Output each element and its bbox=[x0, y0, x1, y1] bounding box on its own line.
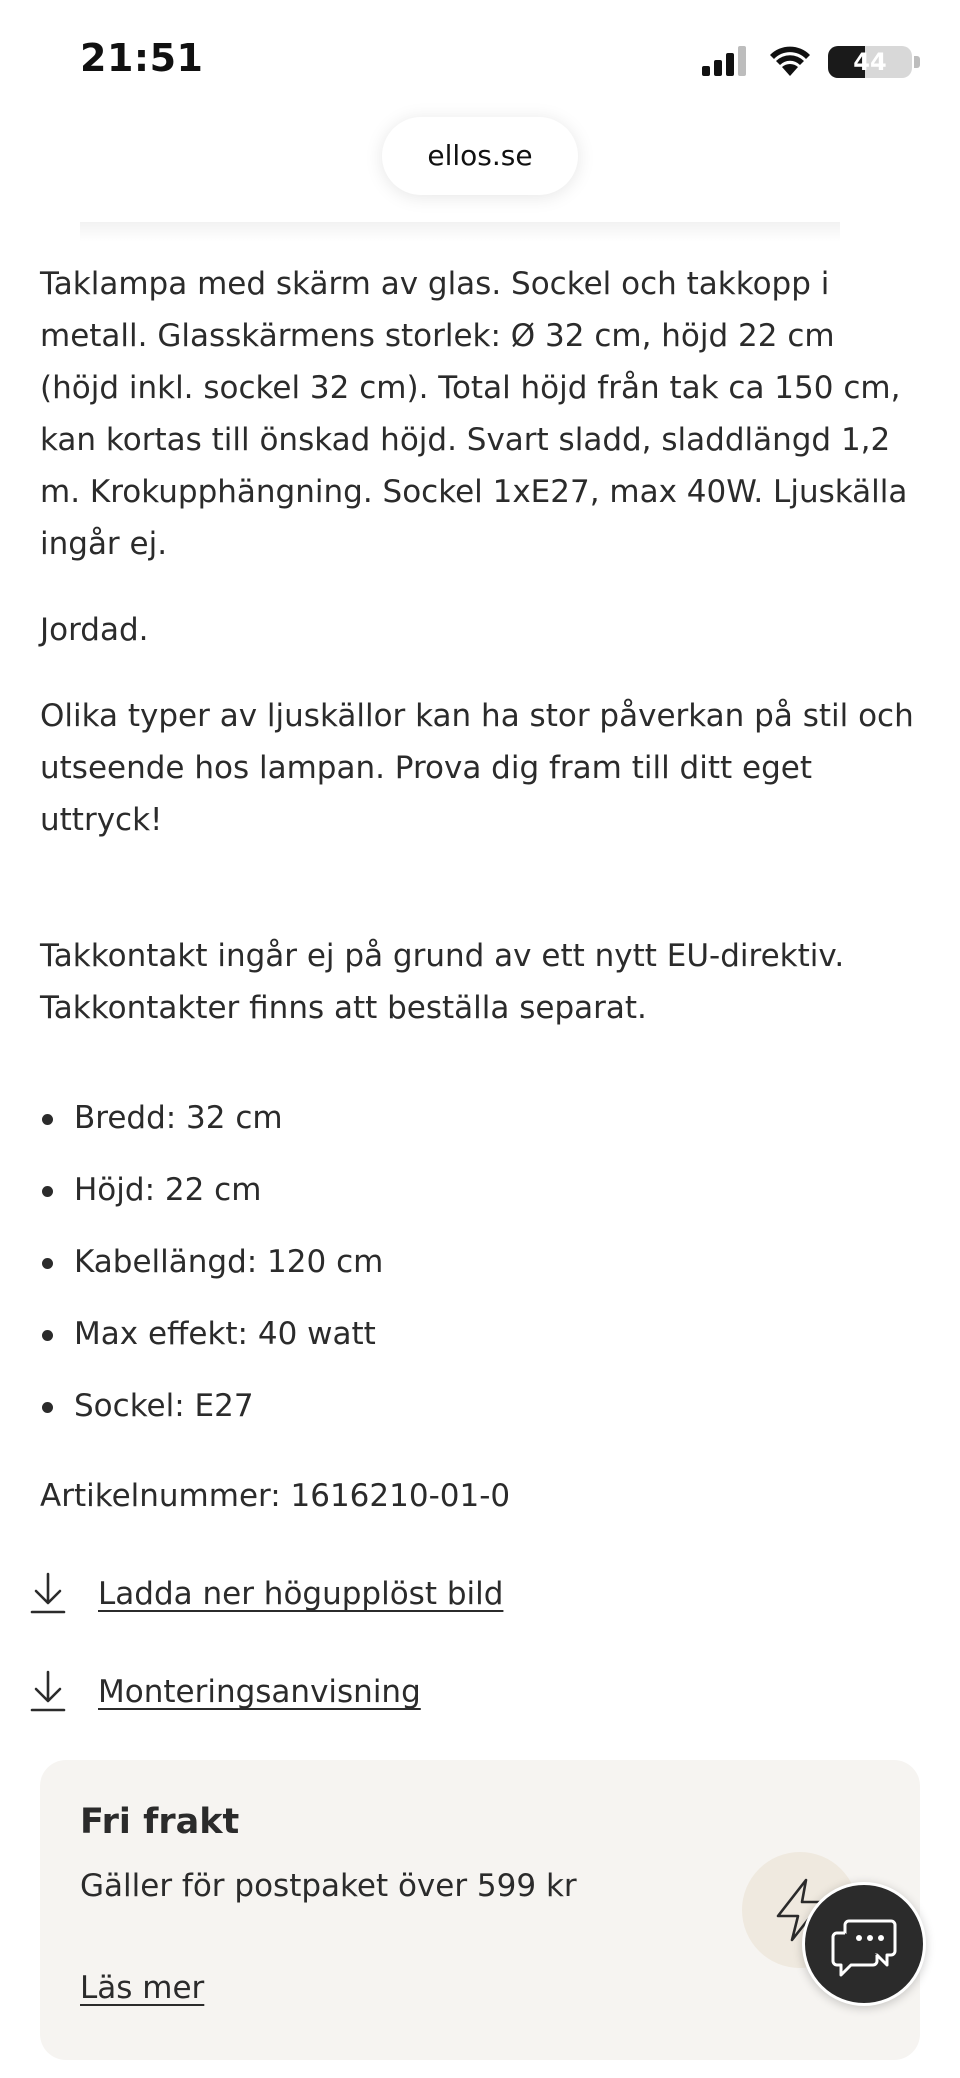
status-icons bbox=[660, 44, 920, 80]
description-paragraph: Jordad. bbox=[40, 612, 149, 648]
download-arrow-icon bbox=[30, 1572, 66, 1614]
shipping-text: Gäller för postpaket över 599 kr bbox=[80, 1868, 577, 1904]
download-link-label[interactable]: Monteringsanvisning bbox=[98, 1674, 421, 1710]
article-number: Artikelnummer: 1616210-01-0 bbox=[40, 1478, 511, 1514]
bullet-icon bbox=[42, 1186, 53, 1197]
spec-text: Sockel: E27 bbox=[74, 1388, 254, 1424]
list-item bbox=[40, 1380, 383, 1452]
list-item bbox=[40, 1236, 383, 1308]
chat-bubbles-icon bbox=[829, 1911, 899, 1977]
free-shipping-card bbox=[40, 1760, 920, 2060]
list-item bbox=[40, 1092, 383, 1164]
description-paragraph: Takkontakt ingår ej på grund av ett nytt EU-direktiv. Takkontakter finns att beställa separat. bbox=[40, 938, 845, 1026]
battery-level: 44 bbox=[853, 48, 887, 76]
list-item bbox=[40, 1164, 383, 1236]
toolbar-shadow bbox=[80, 222, 840, 242]
description-paragraph: Olika typer av ljuskällor kan ha stor påverkan på stil och utseende hos lampan. Prova dig fram till ditt eget uttryck! bbox=[40, 698, 914, 838]
download-arrow-icon bbox=[30, 1670, 66, 1712]
bullet-icon bbox=[42, 1402, 53, 1413]
download-link-label[interactable]: Ladda ner högupplöst bild bbox=[98, 1576, 504, 1612]
signal-icon bbox=[702, 46, 746, 76]
address-bar[interactable]: ellos.se bbox=[382, 117, 578, 195]
wifi-icon bbox=[768, 44, 812, 78]
spec-text: Max effekt: 40 watt bbox=[74, 1316, 376, 1352]
battery-tip bbox=[914, 56, 920, 68]
spec-text: Höjd: 22 cm bbox=[74, 1172, 262, 1208]
list-item bbox=[40, 1308, 383, 1380]
status-bar bbox=[0, 0, 960, 110]
description-paragraph: Taklampa med skärm av glas. Sockel och takkopp i metall. Glasskärmens storlek: Ø 32 cm, höjd 22 cm (höjd inkl. sockel 32 cm). Total höjd från tak ca 150 cm, kan kortas till önskad höjd. Svart sladd, sladdlängd 1,2 m. Krokupphängning. Sockel 1xE27, max 40W. Ljuskälla ingår ej. bbox=[40, 266, 908, 562]
battery-icon bbox=[828, 46, 920, 78]
spec-list bbox=[40, 1092, 383, 1452]
status-time: 21:51 bbox=[80, 36, 204, 80]
battery-body bbox=[828, 46, 912, 78]
bullet-icon bbox=[42, 1114, 53, 1125]
read-more-link[interactable]: Läs mer bbox=[80, 1970, 205, 2006]
bullet-icon bbox=[42, 1330, 53, 1341]
shipping-title: Fri frakt bbox=[80, 1802, 240, 1842]
spec-text: Bredd: 32 cm bbox=[74, 1100, 283, 1136]
bullet-icon bbox=[42, 1258, 53, 1269]
chat-button[interactable] bbox=[802, 1882, 926, 2006]
spec-text: Kabellängd: 120 cm bbox=[74, 1244, 384, 1280]
